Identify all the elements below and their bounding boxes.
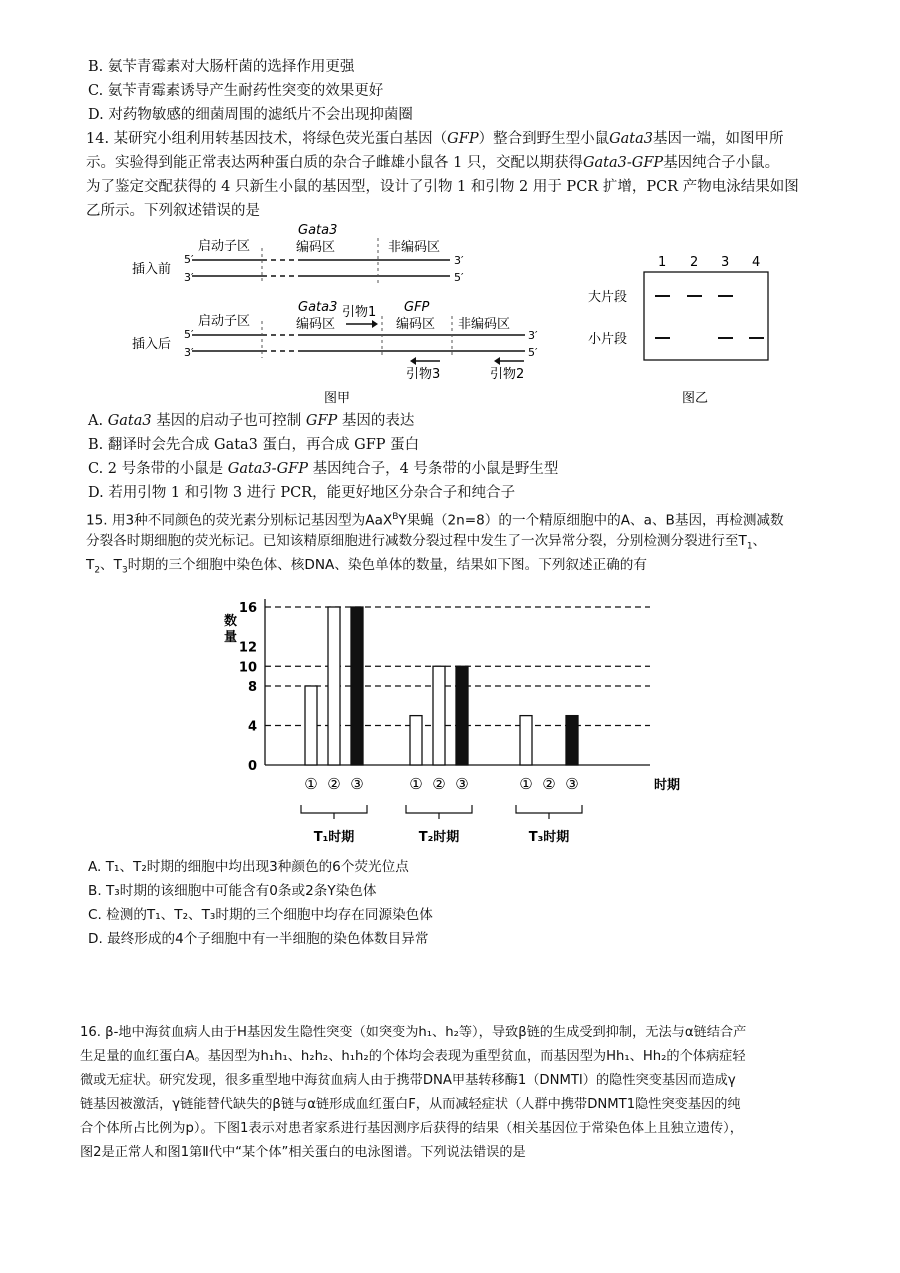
bar-marker: ①	[409, 775, 423, 793]
q15-stem-line3: $T_2$、$T_3$时期的三个细胞中染色体、核DNA、染色单体的数量，结果如下图。下列叙述正确的有	[86, 557, 647, 576]
label-3prime: 3′	[184, 271, 194, 284]
bar-2-3	[456, 666, 468, 765]
group-bracket	[301, 805, 367, 819]
q14-option-a: A. Gata3 基因的启动子也可控制 GFP 基因的表达	[88, 413, 415, 429]
bar-2-2	[433, 666, 445, 765]
q14-stem-line2: 示。实验得到能正常表达两种蛋白质的杂合子雌雄小鼠各 1 只，交配以期获得Gata3-GFP基因纯合子小鼠。	[86, 155, 780, 171]
label-primer1: 引物1	[342, 305, 377, 320]
label-coding-gfp: 编码区	[396, 317, 436, 332]
q14-stem-line1: 14. 某研究小组利用转基因技术，将绿色荧光蛋白基因（GFP）整合到野生型小鼠Gata3基因一端，如图甲所	[86, 131, 784, 147]
q13-option-b: B. 氨苄青霉素对大肠杆菌的选择作用更强	[88, 59, 355, 75]
y-tick-label: 10	[238, 660, 257, 676]
label-coding-before: 编码区	[296, 240, 336, 255]
bar-3-1	[520, 716, 532, 765]
lane-3: 3	[721, 255, 730, 270]
label-5prime-after: 5′	[184, 328, 194, 341]
label-before: 插入前	[132, 262, 172, 277]
lane-4: 4	[752, 255, 761, 270]
label-promoter-after: 启动子区	[198, 314, 251, 329]
y-tick-label: 4	[247, 719, 257, 735]
q16-stem-line4: 链基因被激活，γ链能替代缺失的β链与α链形成血红蛋白F，从而减轻症状（人群中携带DNMT1隐性突变基因的纯	[80, 1097, 741, 1112]
q14-stem-line3: 为了鉴定交配获得的 4 只新生小鼠的基因型，设计了引物 1 和引物 2 用于 PCR 扩增，PCR 产物电泳结果如图	[86, 179, 799, 195]
q13-option-c: C. 氨苄青霉素诱导产生耐药性突变的效果更好	[88, 83, 384, 99]
q14-option-b: B. 翻译时会先合成 Gata3 蛋白，再合成 GFP 蛋白	[88, 437, 420, 453]
lane-2: 2	[690, 255, 699, 270]
caption-figure-a: 图甲	[324, 391, 351, 406]
bar-marker: ②	[542, 775, 556, 793]
bar-marker: ①	[519, 775, 533, 793]
y-axis-label: 数	[224, 614, 238, 629]
bar-1-2	[328, 607, 340, 765]
label-5prime-end: 5′	[454, 271, 464, 284]
bar-marker: ②	[327, 775, 341, 793]
label-3prime-end: 3′	[454, 254, 464, 267]
q15-bar-chart	[210, 585, 700, 850]
label-3prime-after-end: 3′	[528, 329, 538, 342]
q14-option-d: D. 若用引物 1 和引物 3 进行 PCR，能更好地区分杂合子和纯合子	[88, 485, 516, 501]
q15-option-d: D. 最终形成的4个子细胞中有一半细胞的染色体数目异常	[88, 931, 429, 947]
bar-1-3	[351, 607, 363, 765]
q16-stem-line6: 图2是正常人和图1第Ⅱ代中“某个体”相关蛋白的电泳图谱。下列说法错误的是	[80, 1145, 526, 1160]
q15-option-b: B. T₃时期的该细胞中可能含有0条或2条Y染色体	[88, 883, 377, 899]
group-bracket	[516, 805, 582, 819]
y-tick-label: 8	[247, 680, 257, 695]
bar-marker: ③	[455, 775, 469, 793]
q16-stem-line1: 16. β-地中海贫血病人由于H基因发生隐性突变（如突变为h₁、h₂等），导致β链的生成受到抑制，无法与α链结合产	[80, 1025, 747, 1040]
label-small-fragment: 小片段	[588, 332, 628, 347]
bar-3-3	[566, 716, 578, 765]
bar-2-1	[410, 716, 422, 765]
lane-1: 1	[658, 255, 667, 270]
y-tick-label: 16	[238, 601, 257, 616]
y-tick-label: 12	[238, 640, 257, 656]
q16-stem-line5: 合个体所占比例为p）。下图1表示对患者家系进行基因测序后获得的结果（相关基因位于常染色体上且独立遗传），	[80, 1121, 743, 1136]
category-label: T₃时期	[528, 830, 570, 845]
bar-1-1	[305, 686, 317, 765]
label-3prime-after: 3′	[184, 346, 194, 359]
label-large-fragment: 大片段	[588, 290, 628, 305]
y-axis-label: 量	[224, 630, 238, 645]
label-primer2: 引物2	[490, 367, 525, 382]
label-noncoding-before: 非编码区	[388, 240, 441, 255]
q15-stem-line1: 15. 用3种不同颜色的荧光素分别标记基因型为AaX$^B$Y果蝇（2n=8）的一个精原细胞中的A、a、B基因，再检测减数	[86, 512, 784, 529]
label-after: 插入后	[132, 337, 172, 352]
q15-option-a: A. T₁、T₂时期的细胞中均出现3种颜色的6个荧光位点	[88, 859, 409, 875]
q14-stem-line4: 乙所示。下列叙述错误的是	[86, 203, 260, 219]
label-coding-after: 编码区	[296, 317, 336, 332]
group-bracket	[406, 805, 472, 819]
bar-marker: ①	[304, 775, 318, 793]
label-primer3: 引物3	[406, 367, 441, 382]
label-promoter-before: 启动子区	[198, 239, 251, 254]
label-gata3-after: Gata3	[298, 300, 338, 315]
category-label: T₁时期	[313, 830, 355, 845]
q16-stem-line2: 生足量的血红蛋白A。基因型为h₁h₁、h₂h₂、h₁h₂的个体均会表现为重型贫血，而基因型为Hh₁、Hh₂的个体病症轻	[80, 1049, 746, 1064]
category-label: T₂时期	[418, 830, 460, 845]
q13-option-d: D. 对药物敏感的细菌周围的滤纸片不会出现抑菌圈	[88, 107, 413, 123]
bar-marker: ②	[432, 775, 446, 793]
bar-marker: ③	[565, 775, 579, 793]
label-gfp: GFP	[404, 300, 430, 315]
x-axis-label: 时期	[654, 778, 681, 793]
q15-option-c: C. 检测的T₁、T₂、T₃时期的三个细胞中均存在同源染色体	[88, 907, 433, 923]
y-tick-label: 0	[247, 759, 257, 774]
label-5prime: 5′	[184, 253, 194, 266]
caption-figure-b: 图乙	[682, 391, 709, 406]
label-noncoding-after: 非编码区	[458, 317, 511, 332]
bar-marker: ③	[350, 775, 364, 793]
q14-option-c: C. 2 号条带的小鼠是 Gata3-GFP 基因纯合子，4 号条带的小鼠是野生型	[88, 461, 559, 477]
label-gata3-before: Gata3	[298, 223, 338, 238]
label-5prime-after-end: 5′	[528, 346, 538, 359]
figure-a-gene-diagram	[120, 218, 550, 408]
figure-b-electrophoresis	[584, 248, 784, 408]
q15-stem-line2: 分裂各时期细胞的荧光标记。已知该精原细胞进行减数分裂过程中发生了一次异常分裂，分别检测分裂进行至$T_1$、	[86, 533, 767, 552]
q16-stem-line3: 微或无症状。研究发现，很多重型地中海贫血病人由于携带DNA甲基转移酶1（DNMTI）的隐性突变基因而造成γ	[80, 1073, 736, 1088]
